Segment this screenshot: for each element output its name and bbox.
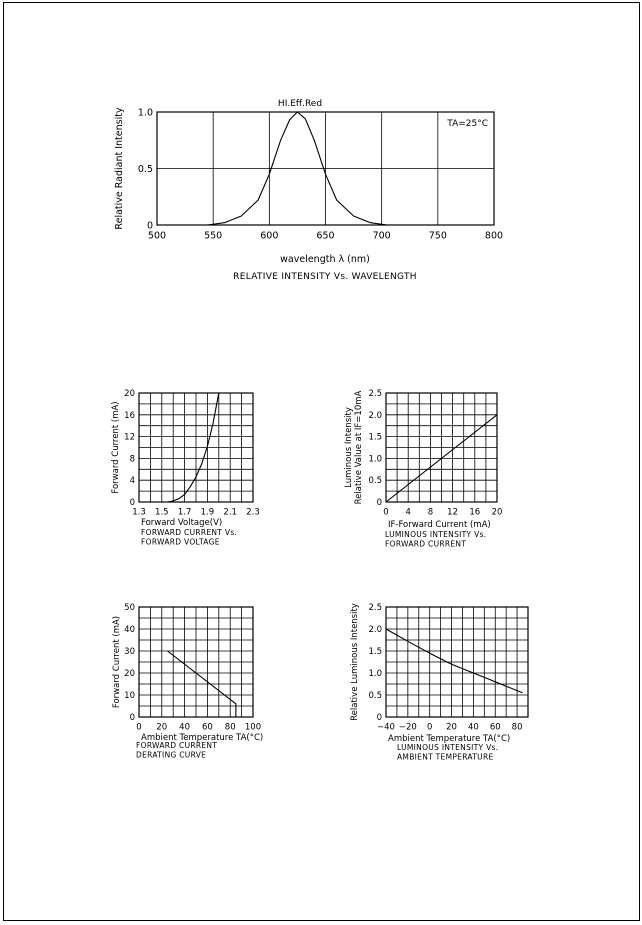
y-tick-label: 50 bbox=[124, 602, 135, 613]
y-tick-label: 1.5 bbox=[368, 432, 382, 443]
y-tick-label: 4 bbox=[129, 476, 135, 487]
y-tick-label: 40 bbox=[124, 624, 135, 635]
x-tick-label: 40 bbox=[467, 722, 479, 733]
y-tick-label: 12 bbox=[124, 432, 135, 443]
x-tick-label: 100 bbox=[244, 722, 262, 733]
series-line bbox=[386, 629, 523, 693]
y-tick-label: 20 bbox=[124, 388, 135, 399]
chart-caption: LUMINOUS INTENSITY Vs. bbox=[397, 743, 499, 752]
grid-lum_temp bbox=[386, 607, 528, 717]
y-tick-label: 1.5 bbox=[368, 646, 382, 657]
y-tick-label: 2.5 bbox=[368, 602, 382, 613]
x-tick-label: 0 bbox=[136, 722, 142, 733]
y-tick-label: 0.5 bbox=[368, 476, 382, 487]
y-tick-label: 8 bbox=[129, 454, 135, 465]
x-axis-label: IF-Forward Current (mA) bbox=[388, 520, 491, 530]
x-axis-label: wavelength λ (nm) bbox=[280, 254, 370, 265]
chart-caption: DERATING CURVE bbox=[136, 750, 207, 760]
y-axis-label: Relative Value at IF=10mA bbox=[354, 390, 364, 505]
y-axis-label: Forward Current (mA) bbox=[111, 401, 121, 494]
x-tick-label: 800 bbox=[484, 230, 504, 242]
x-tick-label: 80 bbox=[511, 722, 523, 733]
x-tick-label: 0 bbox=[426, 722, 433, 733]
x-tick-label: 12 bbox=[447, 507, 459, 518]
x-tick-label: 1.3 bbox=[132, 507, 146, 518]
y-tick-label: 0 bbox=[129, 497, 135, 508]
x-tick-label: 16 bbox=[469, 507, 481, 518]
x-tick-label: 500 bbox=[147, 230, 167, 242]
grid-spectrum bbox=[157, 112, 494, 225]
y-tick-label: 2.0 bbox=[368, 624, 382, 635]
chart-derating bbox=[112, 603, 263, 760]
x-tick-label: 60 bbox=[201, 722, 213, 733]
chart-lum_if bbox=[344, 389, 502, 549]
x-tick-label: 20 bbox=[491, 507, 503, 518]
y-tick-label: 1.0 bbox=[137, 107, 153, 119]
x-axis-label: Ambient Temperature TA(°C) bbox=[141, 733, 264, 743]
y-tick-label: 16 bbox=[124, 410, 135, 421]
grid-iv bbox=[139, 393, 253, 502]
x-tick-label: 2.1 bbox=[223, 507, 237, 518]
chart-caption: FORWARD CURRENT Vs. bbox=[141, 528, 238, 537]
y-tick-label: 0 bbox=[376, 712, 382, 723]
x-tick-label: 1.7 bbox=[177, 507, 192, 518]
x-tick-label: 20 bbox=[156, 722, 168, 733]
x-tick-label: 750 bbox=[428, 230, 447, 242]
y-tick-label: 0.5 bbox=[368, 690, 382, 701]
x-tick-label: −20 bbox=[398, 722, 417, 733]
y-tick-label: 1.0 bbox=[368, 454, 382, 465]
x-tick-label: 8 bbox=[427, 507, 434, 518]
x-tick-label: 650 bbox=[316, 230, 335, 242]
chart-annotation: TA=25°C bbox=[447, 119, 488, 129]
x-tick-label: 80 bbox=[224, 722, 236, 733]
y-axis-label: Relative Radiant Intensity bbox=[114, 107, 125, 230]
chart-caption: FORWARD VOLTAGE bbox=[141, 537, 220, 547]
x-tick-label: 20 bbox=[446, 722, 457, 733]
grid-derating bbox=[139, 607, 253, 717]
grid-lum_if bbox=[386, 393, 497, 502]
chart-lum_temp bbox=[350, 603, 528, 762]
chart-spectrum bbox=[114, 99, 503, 282]
x-axis-label: Ambient Temperature TA(°C) bbox=[388, 734, 511, 744]
x-tick-label: 60 bbox=[489, 722, 501, 733]
x-tick-label: 700 bbox=[372, 230, 391, 242]
y-axis-label: Relative Luminous Intensity bbox=[350, 603, 360, 721]
chart-caption: LUMINOUS INTENSITY Vs. bbox=[385, 530, 487, 539]
chart-caption: RELATIVE INTENSITY Vs. WAVELENGTH bbox=[233, 272, 417, 282]
y-tick-label: 2.0 bbox=[368, 410, 382, 421]
y-axis-label: Forward Current (mA) bbox=[112, 615, 122, 709]
x-tick-label: 0 bbox=[383, 507, 389, 518]
y-tick-label: 20 bbox=[124, 668, 135, 679]
x-tick-label: −40 bbox=[377, 722, 395, 733]
chart-caption: AMBIENT TEMPERATURE bbox=[397, 752, 494, 762]
y-tick-label: 10 bbox=[124, 690, 135, 701]
y-tick-label: 0 bbox=[129, 712, 135, 723]
chart-title: HI.Eff.Red bbox=[277, 99, 323, 109]
x-tick-label: 4 bbox=[405, 507, 411, 518]
x-tick-label: 600 bbox=[260, 230, 279, 242]
x-tick-label: 2.3 bbox=[246, 507, 260, 518]
y-tick-label: 2.5 bbox=[368, 388, 382, 399]
chart-caption: FORWARD CURRENT bbox=[385, 539, 467, 549]
y-tick-label: 0 bbox=[146, 220, 153, 232]
x-axis-label: Forward Voltage(V) bbox=[141, 518, 223, 528]
y-tick-label: 0 bbox=[376, 497, 382, 508]
chart-caption: FORWARD CURRENT bbox=[136, 741, 218, 750]
y-tick-label: 30 bbox=[124, 646, 135, 657]
x-tick-label: 1.9 bbox=[200, 507, 215, 518]
x-tick-label: 550 bbox=[204, 230, 223, 242]
y-axis-label: Luminous Intensity bbox=[344, 407, 354, 488]
y-tick-label: 1.0 bbox=[368, 668, 382, 679]
chart-iv bbox=[111, 389, 260, 547]
y-tick-label: 0.5 bbox=[137, 163, 153, 175]
x-tick-label: 40 bbox=[179, 722, 191, 733]
x-tick-label: 1.5 bbox=[155, 507, 169, 518]
